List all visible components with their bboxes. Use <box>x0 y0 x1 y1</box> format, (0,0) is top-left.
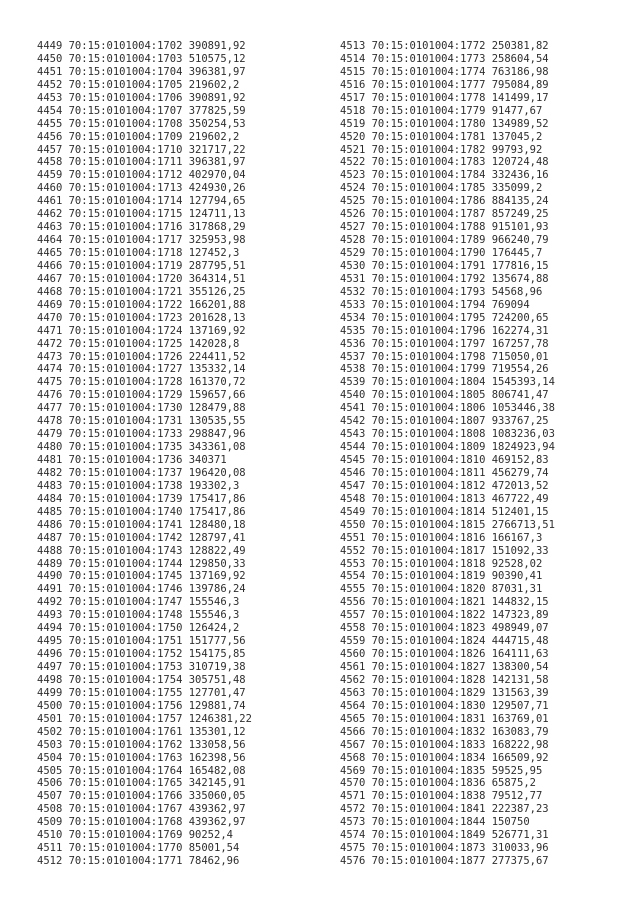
table-row: 4543 70:15:0101004:1808 1083236,03 <box>340 428 555 441</box>
table-row: 4501 70:15:0101004:1757 1246381,22 <box>37 712 252 725</box>
table-row: 4525 70:15:0101004:1786 884135,24 <box>340 195 549 208</box>
table-row: 4558 70:15:0101004:1823 498949,07 <box>340 622 549 635</box>
table-row: 4572 70:15:0101004:1841 222387,23 <box>340 803 549 816</box>
table-row: 4499 70:15:0101004:1755 127701,47 <box>37 686 246 699</box>
table-row: 4550 70:15:0101004:1815 2766713,51 <box>340 518 555 531</box>
table-row: 4452 70:15:0101004:1705 219602,2 <box>37 78 240 91</box>
table-row: 4519 70:15:0101004:1780 134989,52 <box>340 117 549 130</box>
table-row: 4491 70:15:0101004:1746 139786,24 <box>37 583 246 596</box>
table-row: 4490 70:15:0101004:1745 137169,92 <box>37 570 246 583</box>
table-row: 4533 70:15:0101004:1794 769094 <box>340 298 530 311</box>
table-row: 4460 70:15:0101004:1713 424930,26 <box>37 182 246 195</box>
table-row: 4482 70:15:0101004:1737 196420,08 <box>37 466 246 479</box>
table-row: 4516 70:15:0101004:1777 795084,89 <box>340 78 549 91</box>
table-row: 4535 70:15:0101004:1796 162274,31 <box>340 324 549 337</box>
table-row: 4466 70:15:0101004:1719 287795,51 <box>37 259 246 272</box>
table-row: 4496 70:15:0101004:1752 154175,85 <box>37 648 246 661</box>
table-row: 4526 70:15:0101004:1787 857249,25 <box>340 208 549 221</box>
table-row: 4554 70:15:0101004:1819 90390,41 <box>340 570 543 583</box>
table-row: 4497 70:15:0101004:1753 310719,38 <box>37 661 246 673</box>
table-row: 4505 70:15:0101004:1764 165482,08 <box>37 764 246 777</box>
table-row: 4454 70:15:0101004:1707 377825,59 <box>37 104 246 117</box>
table-row: 4487 70:15:0101004:1742 128797,41 <box>37 531 246 544</box>
table-row: 4538 70:15:0101004:1799 719554,26 <box>340 363 549 376</box>
table-row: 4565 70:15:0101004:1831 163769,01 <box>340 712 549 725</box>
table-row: 4510 70:15:0101004:1769 90252,4 <box>37 829 233 842</box>
table-row: 4450 70:15:0101004:1703 510575,12 <box>37 52 246 65</box>
table-row: 4551 70:15:0101004:1816 166167,3 <box>340 531 543 544</box>
table-row: 4531 70:15:0101004:1792 135674,88 <box>340 272 549 285</box>
table-row: 4560 70:15:0101004:1826 164111,63 <box>340 648 549 661</box>
table-row: 4557 70:15:0101004:1822 147323,89 <box>340 609 549 622</box>
table-row: 4461 70:15:0101004:1714 127794,65 <box>37 195 246 208</box>
table-row: 4559 70:15:0101004:1824 444715,48 <box>340 635 549 648</box>
table-row: 4478 70:15:0101004:1731 130535,55 <box>37 415 246 428</box>
table-row: 4548 70:15:0101004:1813 467722,49 <box>340 492 549 505</box>
table-row: 4555 70:15:0101004:1820 87031,31 <box>340 583 543 596</box>
table-row: 4569 70:15:0101004:1835 59525,95 <box>340 764 543 777</box>
table-row: 4474 70:15:0101004:1727 135332,14 <box>37 363 246 376</box>
right-column <box>340 40 555 868</box>
table-row: 4449 70:15:0101004:1702 390891,92 <box>37 40 246 52</box>
table-row: 4509 70:15:0101004:1768 439362,97 <box>37 816 246 829</box>
table-row: 4502 70:15:0101004:1761 135301,12 <box>37 725 246 738</box>
table-row: 4485 70:15:0101004:1740 175417,86 <box>37 505 246 518</box>
table-row: 4521 70:15:0101004:1782 99793,92 <box>340 143 543 156</box>
table-row: 4552 70:15:0101004:1817 151092,33 <box>340 544 549 557</box>
table-row: 4511 70:15:0101004:1770 85001,54 <box>37 842 240 855</box>
table-row: 4544 70:15:0101004:1809 1824923,94 <box>340 441 555 454</box>
table-row: 4458 70:15:0101004:1711 396381,97 <box>37 156 246 169</box>
table-row: 4495 70:15:0101004:1751 151777,56 <box>37 635 246 648</box>
table-row: 4564 70:15:0101004:1830 129507,71 <box>340 699 549 712</box>
table-row: 4462 70:15:0101004:1715 124711,13 <box>37 208 246 221</box>
table-row: 4570 70:15:0101004:1836 65875,2 <box>340 777 536 790</box>
table-row: 4549 70:15:0101004:1814 512401,15 <box>340 505 549 518</box>
table-row: 4469 70:15:0101004:1722 166201,88 <box>37 298 246 311</box>
table-row: 4537 70:15:0101004:1798 715050,01 <box>340 350 549 363</box>
table-row: 4470 70:15:0101004:1723 201628,13 <box>37 311 246 324</box>
table-row: 4534 70:15:0101004:1795 724200,65 <box>340 311 549 324</box>
table-row: 4484 70:15:0101004:1739 175417,86 <box>37 492 246 505</box>
table-row: 4562 70:15:0101004:1828 142131,58 <box>340 673 549 686</box>
table-row: 4506 70:15:0101004:1765 342145,91 <box>37 777 246 790</box>
table-row: 4453 70:15:0101004:1706 390891,92 <box>37 91 246 104</box>
table-row: 4541 70:15:0101004:1806 1053446,38 <box>340 402 555 415</box>
table-row: 4477 70:15:0101004:1730 128479,88 <box>37 402 246 415</box>
table-row: 4507 70:15:0101004:1766 335060,05 <box>37 790 246 803</box>
table-row: 4545 70:15:0101004:1810 469152,83 <box>340 454 549 466</box>
table-row: 4527 70:15:0101004:1788 915101,93 <box>340 221 549 234</box>
table-row: 4523 70:15:0101004:1784 332436,16 <box>340 169 549 182</box>
table-row: 4563 70:15:0101004:1829 131563,39 <box>340 686 549 699</box>
table-row: 4475 70:15:0101004:1728 161370,72 <box>37 376 246 389</box>
table-row: 4459 70:15:0101004:1712 402970,04 <box>37 169 246 182</box>
table-row: 4567 70:15:0101004:1833 168222,98 <box>340 738 549 751</box>
table-row: 4489 70:15:0101004:1744 129850,33 <box>37 557 246 570</box>
table-row: 4536 70:15:0101004:1797 167257,78 <box>340 337 549 350</box>
table-row: 4542 70:15:0101004:1807 933767,25 <box>340 415 549 428</box>
table-row: 4571 70:15:0101004:1838 79512,77 <box>340 790 543 803</box>
table-row: 4539 70:15:0101004:1804 1545393,14 <box>340 376 555 389</box>
table-row: 4457 70:15:0101004:1710 321717,22 <box>37 143 246 156</box>
table-row: 4468 70:15:0101004:1721 355126,25 <box>37 285 246 298</box>
table-row: 4500 70:15:0101004:1756 129881,74 <box>37 699 246 712</box>
table-row: 4520 70:15:0101004:1781 137045,2 <box>340 130 543 143</box>
table-row: 4576 70:15:0101004:1877 277375,67 <box>340 855 549 868</box>
table-row: 4518 70:15:0101004:1779 91477,67 <box>340 104 543 117</box>
table-row: 4479 70:15:0101004:1733 298847,96 <box>37 428 246 441</box>
table-row: 4494 70:15:0101004:1750 126424,2 <box>37 622 240 635</box>
table-row: 4456 70:15:0101004:1709 219602,2 <box>37 130 240 143</box>
table-row: 4517 70:15:0101004:1778 141499,17 <box>340 91 549 104</box>
table-row: 4455 70:15:0101004:1708 350254,53 <box>37 117 246 130</box>
table-row: 4573 70:15:0101004:1844 150750 <box>340 816 530 829</box>
table-row: 4483 70:15:0101004:1738 193302,3 <box>37 479 240 492</box>
table-row: 4561 70:15:0101004:1827 138300,54 <box>340 661 549 673</box>
table-row: 4504 70:15:0101004:1763 162398,56 <box>37 751 246 764</box>
table-row: 4464 70:15:0101004:1717 325953,98 <box>37 234 246 247</box>
table-row: 4528 70:15:0101004:1789 966240,79 <box>340 234 549 247</box>
left-column <box>37 40 252 868</box>
table-row: 4481 70:15:0101004:1736 340371 <box>37 454 227 466</box>
table-row: 4473 70:15:0101004:1726 224411,52 <box>37 350 246 363</box>
table-row: 4512 70:15:0101004:1771 78462,96 <box>37 855 240 868</box>
table-row: 4575 70:15:0101004:1873 310033,96 <box>340 842 549 855</box>
table-row: 4498 70:15:0101004:1754 305751,48 <box>37 673 246 686</box>
table-row: 4568 70:15:0101004:1834 166509,92 <box>340 751 549 764</box>
table-row: 4524 70:15:0101004:1785 335099,2 <box>340 182 543 195</box>
table-row: 4540 70:15:0101004:1805 806741,47 <box>340 389 549 402</box>
table-row: 4556 70:15:0101004:1821 144832,15 <box>340 596 549 609</box>
table-row: 4488 70:15:0101004:1743 128822,49 <box>37 544 246 557</box>
table-row: 4522 70:15:0101004:1783 120724,48 <box>340 156 549 169</box>
table-row: 4515 70:15:0101004:1774 763186,98 <box>340 65 549 78</box>
table-row: 4546 70:15:0101004:1811 456279,74 <box>340 466 549 479</box>
table-row: 4547 70:15:0101004:1812 472013,52 <box>340 479 549 492</box>
table-row: 4463 70:15:0101004:1716 317868,29 <box>37 221 246 234</box>
table-row: 4467 70:15:0101004:1720 364314,51 <box>37 272 246 285</box>
table-row: 4508 70:15:0101004:1767 439362,97 <box>37 803 246 816</box>
table-row: 4532 70:15:0101004:1793 54568,96 <box>340 285 543 298</box>
table-row: 4472 70:15:0101004:1725 142028,8 <box>37 337 240 350</box>
table-row: 4503 70:15:0101004:1762 133058,56 <box>37 738 246 751</box>
table-row: 4553 70:15:0101004:1818 92528,02 <box>340 557 543 570</box>
table-row: 4493 70:15:0101004:1748 155546,3 <box>37 609 240 622</box>
table-row: 4574 70:15:0101004:1849 526771,31 <box>340 829 549 842</box>
table-row: 4471 70:15:0101004:1724 137169,92 <box>37 324 246 337</box>
table-row: 4492 70:15:0101004:1747 155546,3 <box>37 596 240 609</box>
table-row: 4529 70:15:0101004:1790 176445,7 <box>340 247 543 259</box>
table-row: 4530 70:15:0101004:1791 177816,15 <box>340 259 549 272</box>
table-row: 4486 70:15:0101004:1741 128480,18 <box>37 518 246 531</box>
table-row: 4480 70:15:0101004:1735 343361,08 <box>37 441 246 454</box>
table-row: 4513 70:15:0101004:1772 250381,82 <box>340 40 549 52</box>
table-row: 4451 70:15:0101004:1704 396381,97 <box>37 65 246 78</box>
table-row: 4514 70:15:0101004:1773 258604,54 <box>340 52 549 65</box>
table-row: 4566 70:15:0101004:1832 163083,79 <box>340 725 549 738</box>
table-row: 4476 70:15:0101004:1729 159657,66 <box>37 389 246 402</box>
table-row: 4465 70:15:0101004:1718 127452,3 <box>37 247 240 259</box>
